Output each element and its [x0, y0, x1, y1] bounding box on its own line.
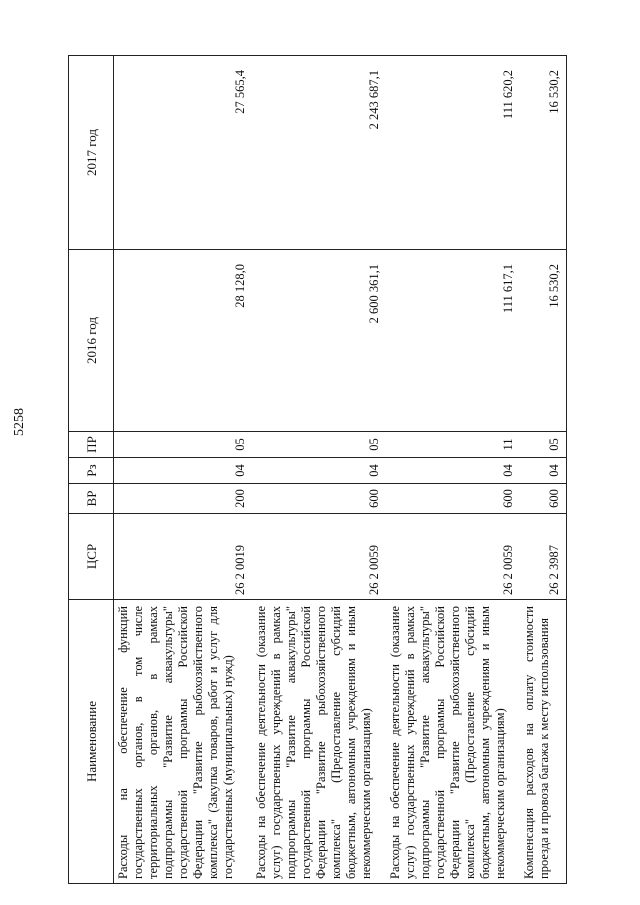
row-2017: 27 565,4: [114, 56, 253, 250]
row-rz: 04: [114, 458, 253, 484]
header-2017: 2017 год: [69, 56, 114, 250]
table-row: [386, 56, 520, 884]
row-name: Расходы на обеспечение деятельности (оказание услуг) государственных учреждений в рамках подпрограммы "Развитие аквакультуры" государственной программы Российской Федерации "Развитие рыбохозяйственного комплекса" (Предоставление субсидий бюджетным, автономным учреждениям и иным некоммерческим организациям): [252, 600, 386, 884]
row-rz: 04: [386, 458, 520, 484]
row-pr: 05: [252, 432, 386, 458]
row-pr: 05: [520, 432, 567, 458]
row-rz: 04: [520, 458, 567, 484]
row-csr: 26 2 0019: [114, 514, 253, 600]
row-vr: 600: [386, 484, 520, 514]
budget-table: [68, 55, 567, 884]
table-row: [252, 56, 386, 884]
row-2016: 111 617,1: [386, 250, 520, 432]
row-2016: 28 128,0: [114, 250, 253, 432]
header-vr: ВР: [69, 484, 114, 514]
row-csr: 26 2 3987: [520, 514, 567, 600]
row-vr: 600: [520, 484, 567, 514]
row-2017: 2 243 687,1: [252, 56, 386, 250]
row-2017: 111 620,2: [386, 56, 520, 250]
row-csr: 26 2 0059: [386, 514, 520, 600]
budget-table-sheet: [68, 56, 604, 884]
row-2016: 16 530,2: [520, 250, 567, 432]
row-2017: 16 530,2: [520, 56, 567, 250]
row-2016: 2 600 361,1: [252, 250, 386, 432]
page-number: 5258: [12, 408, 27, 436]
header-rz: Рз: [69, 458, 114, 484]
row-csr: 26 2 0059: [252, 514, 386, 600]
row-name: Компенсация расходов на оплату стоимости проезда и провоза багажа к месту использования: [520, 600, 567, 884]
row-pr: 11: [386, 432, 520, 458]
row-vr: 600: [252, 484, 386, 514]
header-name: Наименование: [69, 600, 114, 884]
table-header-row: [69, 56, 114, 884]
row-rz: 04: [252, 458, 386, 484]
header-2016: 2016 год: [69, 250, 114, 432]
header-csr: ЦСР: [69, 514, 114, 600]
header-pr: ПР: [69, 432, 114, 458]
row-vr: 200: [114, 484, 253, 514]
table-row: [520, 56, 567, 884]
table-row: [114, 56, 253, 884]
row-name: Расходы на обеспечение деятельности (оказание услуг) государственных учреждений в рамках подпрограммы "Развитие аквакультуры" государственной программы Российской Федерации "Развитие рыбохозяйственного комплекса" (Предоставление субсидий бюджетным, автономным учреждениям и иным некоммерческим организациям): [386, 600, 520, 884]
row-name: Расходы на обеспечение функций государственных органов, в том числе территориальных органов, в рамках подпрограммы "Развитие аквакультуры" государственной программы Российской Федерации "Развитие рыбохозяйственного комплекса" (Закупка товаров, работ и услуг для государственных (муниципальных) нужд): [114, 600, 253, 884]
row-pr: 05: [114, 432, 253, 458]
